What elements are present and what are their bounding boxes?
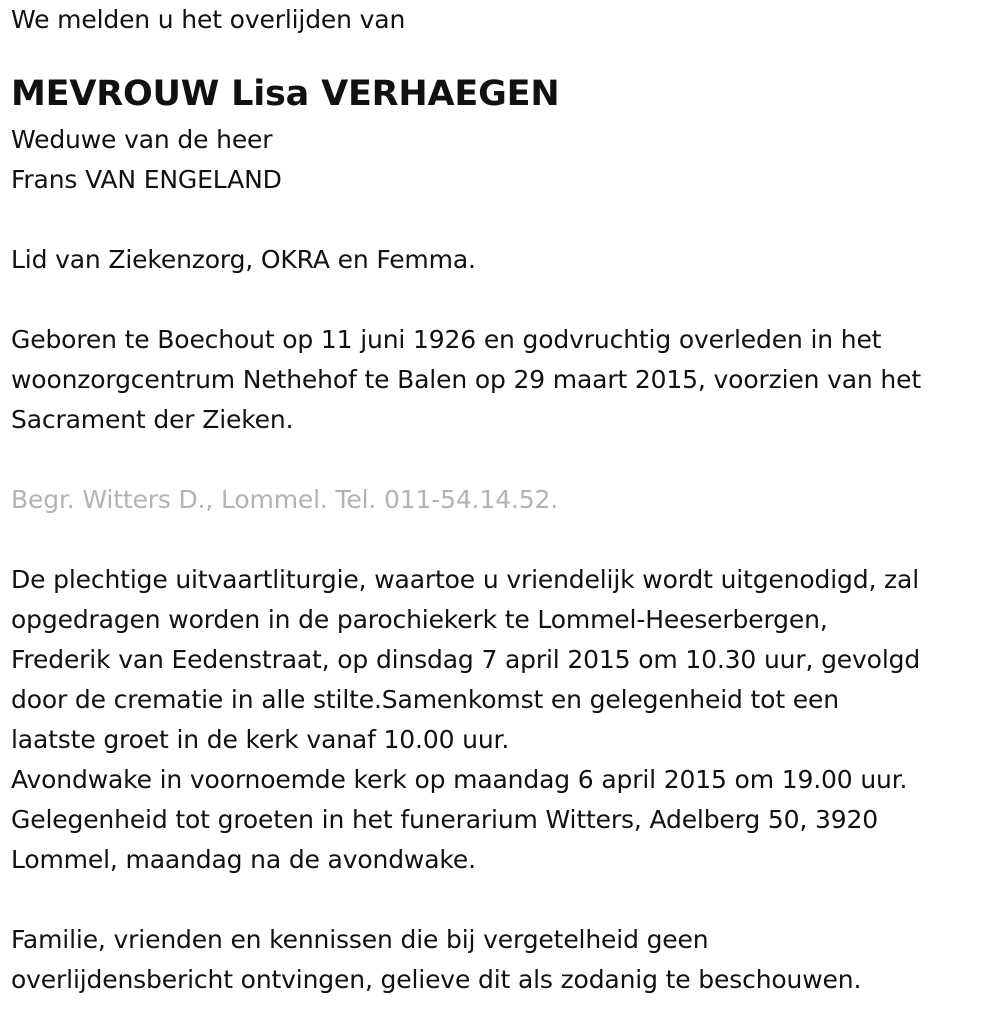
birth-death-paragraph: [11, 320, 996, 440]
paragraph-line: Sacrament der Zieken.: [11, 405, 294, 434]
spacer: [11, 880, 996, 920]
death-notice: [11, 0, 996, 1000]
paragraph-line: Avondwake in voornoemde kerk op maandag 6 april 2015 om 19.00 uur.: [11, 765, 908, 794]
paragraph-line: Gelegenheid tot groeten in het funerarium Witters, Adelberg 50, 3920: [11, 805, 878, 834]
spouse-line-2: Frans VAN ENGELAND: [11, 165, 282, 194]
paragraph-line: De plechtige uitvaartliturgie, waartoe u vriendelijk wordt uitgenodigd, zal: [11, 565, 919, 594]
spacer: [11, 200, 996, 240]
deceased-name: MEVROUW Lisa VERHAEGEN: [11, 74, 560, 114]
paragraph-line: Lommel, maandag na de avondwake.: [11, 845, 476, 874]
undertaker-info: Begr. Witters D., Lommel. Tel. 011-54.14.52.: [11, 485, 559, 514]
closing-paragraph: [11, 920, 996, 1000]
spacer: [11, 440, 996, 480]
paragraph-line: Geboren te Boechout op 11 juni 1926 en godvruchtig overleden in het: [11, 325, 882, 354]
paragraph-line: Familie, vrienden en kennissen die bij vergetelheid geen: [11, 925, 709, 954]
paragraph-line: overlijdensbericht ontvingen, gelieve dit als zodanig te beschouwen.: [11, 965, 862, 994]
spacer: [11, 520, 996, 560]
intro-text: We melden u het overlijden van: [11, 5, 406, 34]
membership-text: Lid van Ziekenzorg, OKRA en Femma.: [11, 245, 476, 274]
paragraph-line: opgedragen worden in de parochiekerk te Lommel-Heeserbergen,: [11, 605, 828, 634]
spouse-line-1: Weduwe van de heer: [11, 125, 273, 154]
paragraph-line: laatste groet in de kerk vanaf 10.00 uur.: [11, 725, 510, 754]
paragraph-line: door de crematie in alle stilte.Samenkomst en gelegenheid tot een: [11, 685, 839, 714]
spacer: [11, 280, 996, 320]
ceremony-paragraph: [11, 560, 996, 880]
paragraph-line: woonzorgcentrum Nethehof te Balen op 29 maart 2015, voorzien van het: [11, 365, 921, 394]
paragraph-line: Frederik van Eedenstraat, op dinsdag 7 april 2015 om 10.30 uur, gevolgd: [11, 645, 921, 674]
